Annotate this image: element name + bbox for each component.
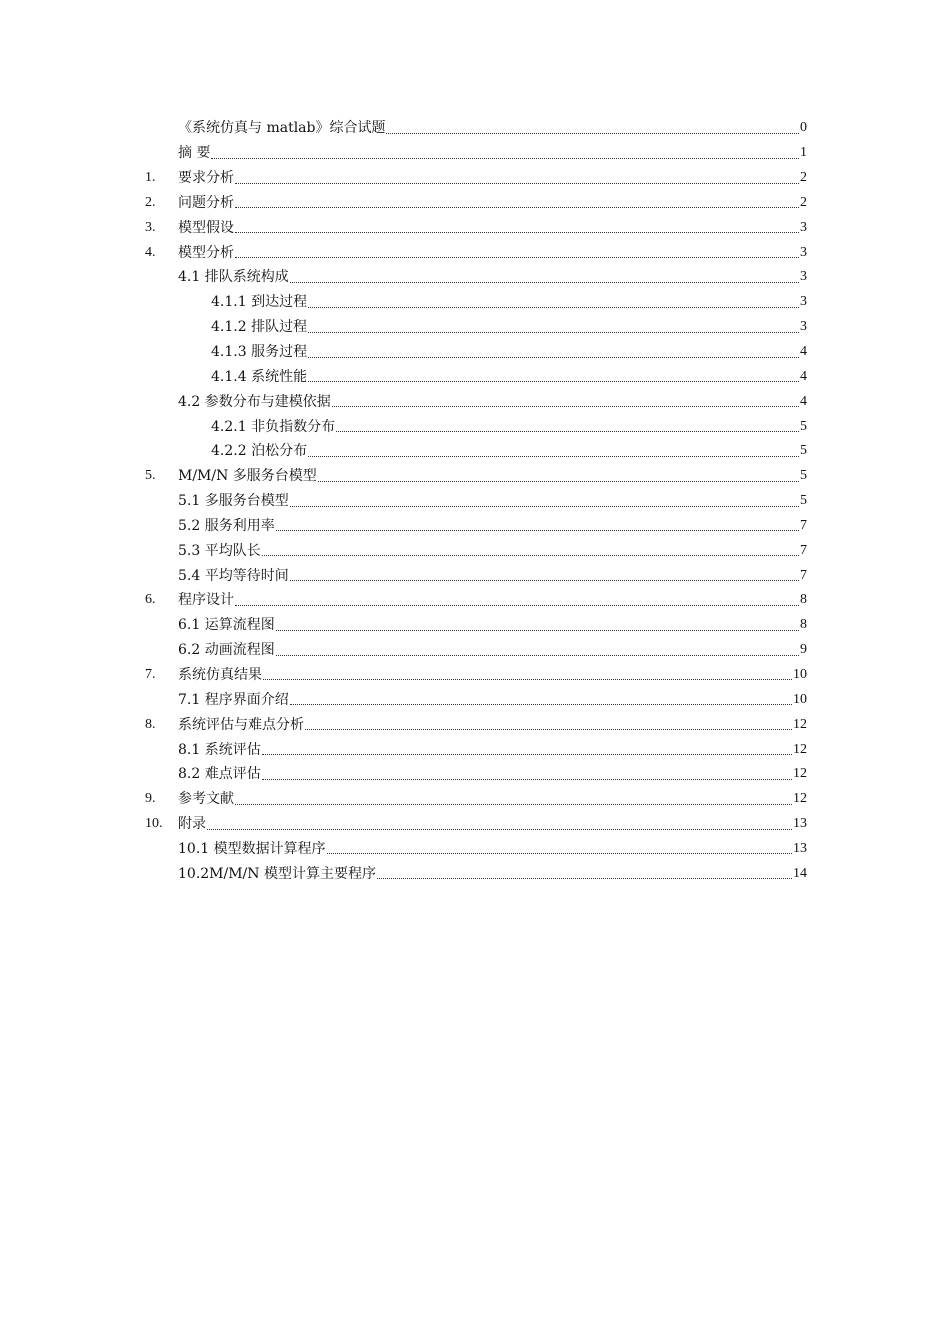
toc-entry-title: 参考文献 [178,791,234,808]
toc-entry-title: 4.2.1 非负指数分布 [211,418,336,435]
toc-entry[interactable] [145,215,807,240]
toc-entry[interactable] [145,588,807,613]
toc-entry[interactable] [145,414,807,439]
toc-entry[interactable] [145,538,807,563]
toc-entry[interactable] [145,166,807,191]
toc-entry-title: 8.2 难点评估 [178,766,261,783]
toc-entry-number: 6. [145,592,156,608]
toc-entry-page-number: 5 [800,493,807,509]
toc-entry-page-number: 8 [800,617,807,633]
toc-entry-title: 5.2 服务利用率 [178,517,275,534]
dot-leader [336,431,799,432]
toc-entry-title: 《系统仿真与 matlab》综合试题 [178,120,386,137]
dot-leader [235,605,799,606]
toc-entry-page-number: 8 [800,592,807,608]
dot-leader [308,381,799,382]
toc-entry-page-number: 3 [800,294,807,310]
toc-entry-title: 程序设计 [178,592,234,609]
dot-leader [308,357,799,358]
toc-entry-page-number: 4 [800,368,807,384]
toc-entry[interactable] [145,737,807,762]
toc-entry[interactable] [145,514,807,539]
toc-entry[interactable] [145,389,807,414]
dot-leader [386,133,799,134]
toc-entry-page-number: 13 [793,840,807,856]
toc-entry-title: 附录 [178,816,206,833]
dot-leader [290,506,799,507]
toc-entry[interactable] [145,191,807,216]
toc-entry-title: 5.3 平均队长 [178,542,261,559]
toc-entry-number: 10. [145,816,163,832]
toc-entry-page-number: 3 [800,219,807,235]
toc-entry-page-number: 2 [800,194,807,210]
toc-entry-title: 8.1 系统评估 [178,741,261,758]
dot-leader [308,456,799,457]
toc-entry-title: 4.1.2 排队过程 [211,319,308,336]
dot-leader [290,580,799,581]
toc-entry[interactable] [145,265,807,290]
toc-entry-title: 5.1 多服务台模型 [178,493,289,510]
toc-entry-page-number: 4 [800,344,807,360]
toc-entry[interactable] [145,812,807,837]
dot-leader [211,158,799,159]
toc-entry[interactable] [145,836,807,861]
dot-leader [305,729,792,730]
toc-entry-page-number: 7 [800,567,807,583]
toc-entry-page-number: 2 [800,170,807,186]
toc-entry-page-number: 14 [793,865,807,881]
toc-entry-number: 8. [145,716,156,732]
toc-entry-title: 要求分析 [178,170,234,187]
dot-leader [327,853,792,854]
toc-entry-title: 摘 要 [178,145,211,162]
toc-entry-page-number: 13 [793,816,807,832]
toc-entry-page-number: 12 [793,766,807,782]
dot-leader [332,406,799,407]
toc-entry-page-number: 7 [800,517,807,533]
dot-leader [262,779,792,780]
toc-entry-number: 1. [145,170,156,186]
dot-leader [235,232,799,233]
toc-entry-title: 6.2 动画流程图 [178,642,275,659]
toc-entry-title: M/M/N 多服务台模型 [178,468,317,485]
toc-entry[interactable] [145,563,807,588]
toc-entry-title: 模型分析 [178,244,234,261]
toc-entry[interactable] [145,240,807,265]
toc-entry-page-number: 7 [800,542,807,558]
toc-entry-title: 系统评估与难点分析 [178,716,304,733]
toc-entry-number: 4. [145,244,156,260]
toc-entry-title: 4.2 参数分布与建模依据 [178,393,331,410]
table-of-contents [145,116,807,886]
toc-entry-title: 4.1 排队系统构成 [178,269,289,286]
toc-entry-title: 问题分析 [178,194,234,211]
toc-entry-page-number: 1 [800,145,807,161]
toc-entry[interactable] [145,663,807,688]
dot-leader [262,555,799,556]
toc-entry-title: 4.1.4 系统性能 [211,368,308,385]
toc-entry[interactable] [145,364,807,389]
dot-leader [318,481,799,482]
dot-leader [377,878,792,879]
toc-entry-title: 10.2M/M/N 模型计算主要程序 [178,865,376,882]
toc-entry-number: 3. [145,219,156,235]
dot-leader [276,630,799,631]
toc-entry-number: 5. [145,468,156,484]
dot-leader [235,257,799,258]
toc-entry[interactable] [145,712,807,737]
dot-leader [207,829,792,830]
toc-entry[interactable] [145,638,807,663]
toc-entry-title: 4.1.3 服务过程 [211,344,308,361]
dot-leader [235,804,792,805]
toc-entry[interactable] [145,687,807,712]
toc-entry-title: 4.2.2 泊松分布 [211,443,308,460]
toc-entry[interactable] [145,116,807,141]
toc-entry-page-number: 5 [800,468,807,484]
toc-entry[interactable] [145,762,807,787]
toc-entry-title: 7.1 程序界面介绍 [178,691,289,708]
toc-entry[interactable] [145,340,807,365]
toc-entry[interactable] [145,290,807,315]
toc-entry-page-number: 5 [800,443,807,459]
toc-entry[interactable] [145,439,807,464]
dot-leader [235,207,799,208]
toc-entry-page-number: 0 [800,120,807,136]
toc-entry-page-number: 10 [793,666,807,682]
toc-entry-number: 7. [145,666,156,682]
toc-entry[interactable] [145,861,807,886]
toc-entry-title: 10.1 模型数据计算程序 [178,840,326,857]
toc-entry-page-number: 10 [793,691,807,707]
toc-entry-page-number: 12 [793,716,807,732]
dot-leader [290,704,792,705]
toc-entry[interactable] [145,315,807,340]
toc-entry-page-number: 3 [800,319,807,335]
toc-entry-page-number: 12 [793,791,807,807]
toc-entry[interactable] [145,787,807,812]
toc-entry[interactable] [145,464,807,489]
toc-entry-title: 系统仿真结果 [178,666,262,683]
toc-entry[interactable] [145,489,807,514]
toc-entry-title: 4.1.1 到达过程 [211,294,308,311]
toc-entry-title: 6.1 运算流程图 [178,617,275,634]
toc-entry-page-number: 5 [800,418,807,434]
toc-entry-page-number: 3 [800,269,807,285]
toc-entry-number: 2. [145,194,156,210]
dot-leader [262,754,792,755]
toc-entry-number: 9. [145,791,156,807]
toc-entry[interactable] [145,613,807,638]
toc-entry-page-number: 3 [800,244,807,260]
toc-entry-title: 模型假设 [178,219,234,236]
dot-leader [308,332,799,333]
toc-entry[interactable] [145,141,807,166]
dot-leader [290,282,799,283]
dot-leader [276,530,799,531]
toc-entry-page-number: 9 [800,642,807,658]
toc-entry-page-number: 4 [800,393,807,409]
toc-entry-page-number: 12 [793,741,807,757]
toc-entry-title: 5.4 平均等待时间 [178,567,289,584]
dot-leader [263,679,792,680]
dot-leader [308,307,799,308]
dot-leader [276,655,799,656]
dot-leader [235,183,799,184]
